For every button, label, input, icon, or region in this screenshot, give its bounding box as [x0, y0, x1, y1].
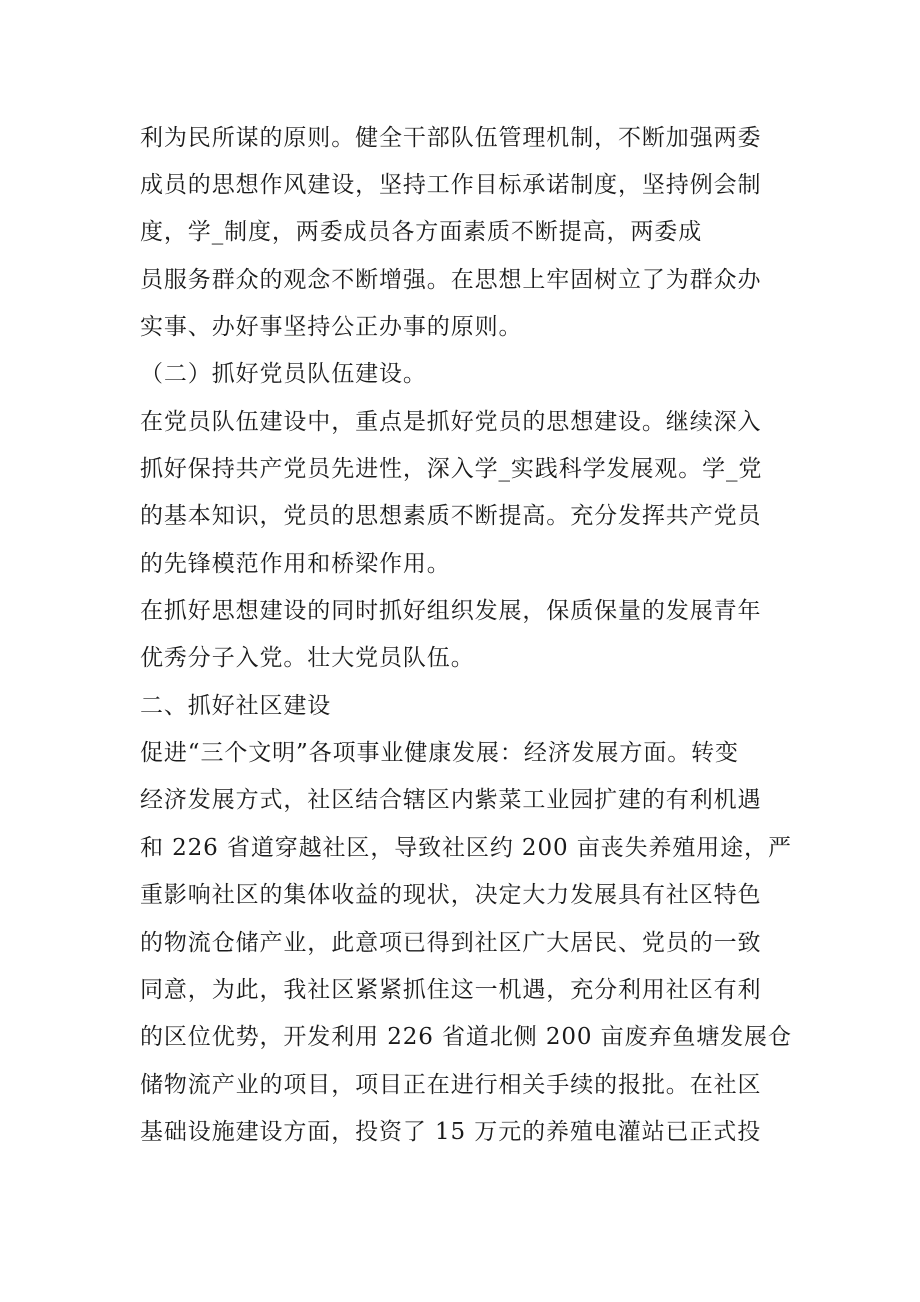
text-line-21: 储物流产业的项目，项目正在进行相关手续的报批。在社区 [140, 1072, 762, 1098]
text-line-18: 的物流仓储产业，此意项已得到社区广大居民、党员的一致 [140, 930, 762, 956]
section-heading-community: 二、抓好社区建设 [140, 693, 332, 719]
text-line-1: 利为民所谋的原则。健全干部队伍管理机制，不断加强两委 [140, 125, 762, 151]
text-line-11: 在抓好思想建设的同时抓好组织发展，保质保量的发展青年 [140, 598, 762, 624]
section-heading-2: （二）抓好党员队伍建设。 [140, 361, 427, 387]
text-line-12: 优秀分子入党。壮大党员队伍。 [140, 645, 475, 671]
text-line-3: 度，学_制度，两委成员各方面素质不断提高，两委成 [140, 219, 703, 245]
text-line-8: 抓好保持共产党员先进性，深入学_实践科学发展观。学_党 [140, 456, 763, 482]
text-line-20: 的区位优势，开发利用 226 省道北侧 200 亩废弃鱼塘发展仓 [140, 1024, 792, 1050]
text-line-14: 促进“三个文明”各项事业健康发展：经济发展方面。转变 [140, 740, 739, 766]
text-line-22: 基础设施建设方面，投资了 15 万元的养殖电灌站已正式投 [140, 1119, 762, 1145]
text-line-9: 的基本知识，党员的思想素质不断提高。充分发挥共产党员 [140, 503, 762, 529]
text-line-2: 成员的思想作风建设，坚持工作目标承诺制度，坚持例会制 [140, 172, 762, 198]
text-line-16: 和 226 省道穿越社区，导致社区约 200 亩丧失养殖用途，严 [140, 835, 792, 861]
text-line-10: 的先锋模范作用和桥梁作用。 [140, 551, 451, 577]
text-line-7: 在党员队伍建设中，重点是抓好党员的思想建设。继续深入 [140, 409, 762, 435]
text-line-5: 实事、办好事坚持公正办事的原则。 [140, 314, 523, 340]
text-line-4: 员服务群众的观念不断增强。在思想上牢固树立了为群众办 [140, 267, 762, 293]
text-line-19: 同意，为此，我社区紧紧抓住这一机遇，充分利用社区有利 [140, 977, 762, 1003]
text-line-15: 经济发展方式，社区结合辖区内紫菜工业园扩建的有利机遇 [140, 787, 762, 813]
text-line-17: 重影响社区的集体收益的现状，决定大力发展具有社区特色 [140, 882, 762, 908]
